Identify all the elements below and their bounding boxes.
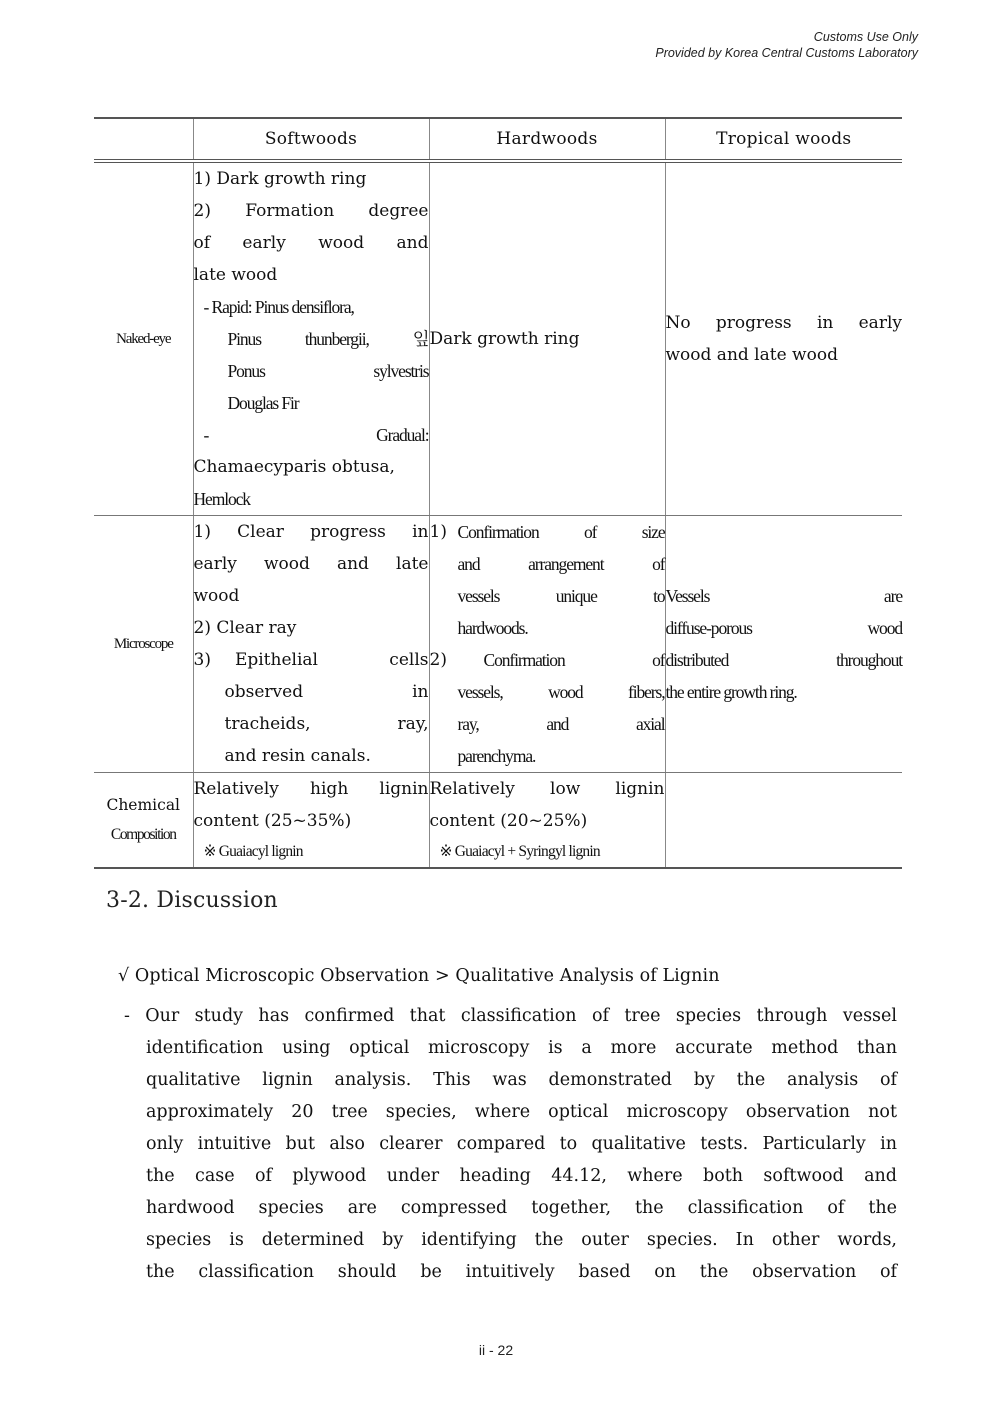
paragraph-line: hardwood species are compressed together, the classification of the — [146, 1198, 897, 1218]
column-header-tropical-woods: Tropical woods — [665, 118, 902, 161]
cell-text-line: 2) Clear ray — [193, 618, 297, 638]
cell-text-line: No progress in early — [665, 313, 902, 333]
cell-text-line: vessels, wood fibers, — [457, 682, 665, 702]
list-number: 3) — [193, 650, 211, 670]
wood-comparison-table — [94, 117, 902, 869]
paragraph-line: species is determined by identifying the outer species. In other words, — [146, 1230, 897, 1250]
cell-text-line: content (25~35%) — [193, 811, 352, 831]
column-header-empty — [94, 118, 193, 161]
row-label-line: Composition — [110, 826, 176, 843]
cell-microscope-hardwoods — [429, 516, 665, 773]
cell-text-line: Vessels are — [665, 586, 902, 606]
section-title: 3-2. Discussion — [106, 888, 278, 913]
cell-note: ※ Guaiacyl + Syringyl lignin — [439, 843, 600, 860]
row-label-microscope: Microscope — [94, 516, 193, 773]
table-header-row — [94, 118, 902, 161]
cell-text-line: tracheids, ray, — [224, 714, 429, 734]
paragraph-line: only intuitive but also clearer compared to qualitative tests. Particularly in — [146, 1134, 897, 1154]
cell-text-line: and resin canals. — [224, 746, 371, 766]
paragraph-line: identification using optical microscopy is a more accurate method than — [146, 1038, 897, 1058]
cell-text-line: observed in — [224, 682, 429, 702]
cell-text: Confirmation of size — [457, 522, 665, 542]
cell-text-line: 2) Formation degree — [193, 201, 429, 221]
cell-text-line: - Rapid: Pinus densiflora, — [203, 297, 354, 317]
row-label-line: Chemical — [106, 796, 181, 814]
cell-text-line: 1) Dark growth ring — [193, 169, 367, 189]
table-row-microscope — [94, 516, 902, 773]
cell-chemical-softwoods — [193, 773, 429, 869]
list-number: 1) — [429, 522, 447, 542]
cell-text-line: Pinus thunbergii, 잎 — [227, 329, 429, 349]
cell-text: Confirmation of — [483, 650, 665, 670]
cell-text-line: distributed throughout — [665, 650, 902, 670]
cell-text-line: Chamaecyparis obtusa, — [193, 457, 395, 477]
table-row-naked-eye — [94, 161, 902, 516]
cell-text-line: ray, and axial — [457, 714, 665, 734]
cell-text-line: late wood — [193, 265, 278, 285]
cell-text-line — [430, 516, 665, 548]
cell-text-line: wood and late wood — [665, 345, 838, 365]
row-label-chemical-composition — [94, 773, 193, 869]
cell-note: ※ Guaiacyl lignin — [203, 843, 303, 860]
cell-text-line: of early wood and — [193, 233, 429, 253]
section-subheading: √ Optical Microscopic Observation > Qualitative Analysis of Lignin — [118, 966, 720, 986]
cell-text-line: Relatively low lignin — [429, 779, 665, 799]
cell-text: Gradual: — [376, 425, 429, 445]
cell-chemical-hardwoods — [429, 773, 665, 869]
paragraph-line: the classification should be intuitively based on the observation of — [146, 1262, 897, 1282]
cell-naked-eye-hardwoods: Dark growth ring — [429, 161, 665, 516]
cell-text-line: the entire growth ring. — [665, 682, 797, 702]
page-number: ii - 22 — [478, 1342, 514, 1358]
cell-microscope-tropical — [665, 516, 902, 773]
cell-text-line: Relatively high lignin — [193, 779, 429, 799]
cell-text-line: content (20~25%) — [429, 811, 588, 831]
page-header — [655, 29, 918, 61]
dash-marker: - — [203, 425, 209, 445]
cell-naked-eye-softwoods — [193, 161, 429, 516]
cell-text-line: 1) Clear progress in — [193, 522, 429, 542]
cell-chemical-tropical — [665, 773, 902, 869]
cell-text-line: wood — [193, 586, 240, 606]
cell-text-line: parenchyma. — [457, 746, 536, 766]
header-customs-use-only: Customs Use Only — [813, 30, 918, 44]
cell-text: Epithelial cells — [234, 650, 429, 670]
cell-text-line: Ponus sylvestris — [227, 361, 429, 381]
cell-text-line — [430, 644, 665, 676]
column-header-softwoods: Softwoods — [193, 118, 429, 161]
cell-text-line: vessels unique to — [457, 586, 665, 606]
cell-text-line: Douglas Fir — [227, 393, 299, 413]
paragraph-line: approximately 20 tree species, where optical microscopy observation not — [146, 1102, 897, 1122]
paragraph-line: qualitative lignin analysis. This was demonstrated by the analysis of — [146, 1070, 897, 1090]
paragraph-line: - Our study has confirmed that classification of tree species through vessel — [124, 1006, 897, 1026]
cell-text-line: and arrangement of — [457, 554, 665, 574]
cell-text-line: early wood and late — [193, 554, 429, 574]
cell-text-line: Hemlock — [193, 489, 250, 509]
cell-text-line — [194, 419, 429, 451]
cell-text-line: diffuse-porous wood — [665, 618, 902, 638]
table-row-chemical-composition — [94, 773, 902, 869]
column-header-hardwoods: Hardwoods — [429, 118, 665, 161]
list-number: 2) — [429, 650, 447, 670]
paragraph-line: the case of plywood under heading 44.12, where both softwood and — [146, 1166, 897, 1186]
cell-text-line — [194, 644, 429, 676]
row-label-naked-eye: Naked-eye — [94, 161, 193, 516]
cell-text-line: hardwoods. — [457, 618, 528, 638]
cell-naked-eye-tropical — [665, 161, 902, 516]
discussion-paragraph — [124, 1000, 897, 1288]
header-provider: Provided by Korea Central Customs Laboratory — [655, 46, 918, 60]
cell-microscope-softwoods — [193, 516, 429, 773]
